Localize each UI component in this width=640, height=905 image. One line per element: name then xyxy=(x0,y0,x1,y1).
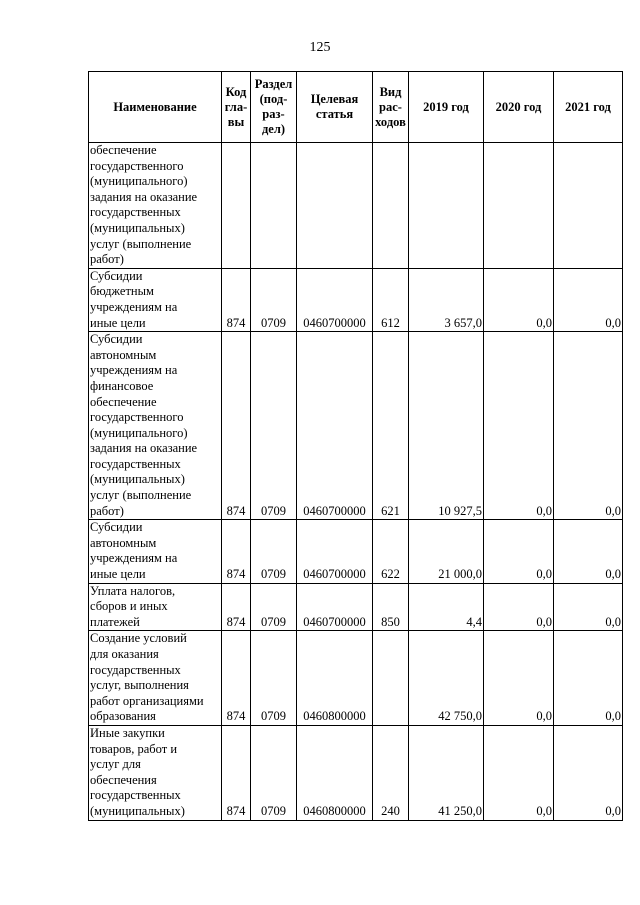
row-section: 0709 xyxy=(251,520,297,583)
row-section xyxy=(251,143,297,269)
row-type: 240 xyxy=(373,725,409,820)
row-2021: 0,0 xyxy=(554,268,623,331)
row-target: 0460800000 xyxy=(297,631,373,726)
table-row xyxy=(89,332,623,520)
header-row xyxy=(89,72,623,143)
row-2020: 0,0 xyxy=(484,268,554,331)
row-2021 xyxy=(554,143,623,269)
row-section: 0709 xyxy=(251,583,297,631)
row-type: 850 xyxy=(373,583,409,631)
row-name: Уплата налогов, сборов и иных платежей xyxy=(89,583,222,631)
row-name: Создание условий для оказания государственных услуг, выполнения работ организациями образования xyxy=(89,631,222,726)
row-section: 0709 xyxy=(251,332,297,520)
header-name: Наименование xyxy=(89,72,222,143)
table-row xyxy=(89,268,623,331)
table-row xyxy=(89,631,623,726)
table-row xyxy=(89,520,623,583)
row-type: 622 xyxy=(373,520,409,583)
row-code: 874 xyxy=(222,583,251,631)
row-type: 621 xyxy=(373,332,409,520)
budget-table xyxy=(88,71,623,821)
row-name: Субсидии автономным учреждениям на финансовое обеспечение государственного (муниципального) задания на оказание государственных (муниципальных) услуг (выполнение работ) xyxy=(89,332,222,520)
row-type: 612 xyxy=(373,268,409,331)
row-2021: 0,0 xyxy=(554,520,623,583)
header-section: Раздел (под- раз- дел) xyxy=(251,72,297,143)
row-code: 874 xyxy=(222,520,251,583)
row-2020: 0,0 xyxy=(484,583,554,631)
row-target xyxy=(297,143,373,269)
row-2021: 0,0 xyxy=(554,332,623,520)
row-section: 0709 xyxy=(251,268,297,331)
row-2020: 0,0 xyxy=(484,631,554,726)
row-2019: 10 927,5 xyxy=(409,332,484,520)
row-2020: 0,0 xyxy=(484,332,554,520)
row-code xyxy=(222,143,251,269)
row-2019: 3 657,0 xyxy=(409,268,484,331)
row-type xyxy=(373,143,409,269)
row-code: 874 xyxy=(222,631,251,726)
row-target: 0460700000 xyxy=(297,332,373,520)
table-row xyxy=(89,143,623,269)
row-2021: 0,0 xyxy=(554,583,623,631)
header-code: Код гла- вы xyxy=(222,72,251,143)
row-code: 874 xyxy=(222,332,251,520)
row-2019: 41 250,0 xyxy=(409,725,484,820)
row-name: Субсидии бюджетным учреждениям на иные цели xyxy=(89,268,222,331)
row-name: Иные закупки товаров, работ и услуг для обеспечения государственных (муниципальных) xyxy=(89,725,222,820)
header-type: Вид рас- ходов xyxy=(373,72,409,143)
row-section: 0709 xyxy=(251,631,297,726)
table-row xyxy=(89,725,623,820)
row-name: Субсидии автономным учреждениям на иные цели xyxy=(89,520,222,583)
row-2021: 0,0 xyxy=(554,631,623,726)
row-target: 0460700000 xyxy=(297,520,373,583)
row-section: 0709 xyxy=(251,725,297,820)
row-code: 874 xyxy=(222,725,251,820)
header-2019: 2019 год xyxy=(409,72,484,143)
row-target: 0460800000 xyxy=(297,725,373,820)
row-2019 xyxy=(409,143,484,269)
header-2021: 2021 год xyxy=(554,72,623,143)
row-2019: 42 750,0 xyxy=(409,631,484,726)
row-code: 874 xyxy=(222,268,251,331)
row-2019: 21 000,0 xyxy=(409,520,484,583)
row-name: обеспечение государственного (муниципального) задания на оказание государственных (муниципальных) услуг (выполнение работ) xyxy=(89,143,222,269)
row-target: 0460700000 xyxy=(297,583,373,631)
page-number: 125 xyxy=(309,40,331,55)
header-2020: 2020 год xyxy=(484,72,554,143)
row-2019: 4,4 xyxy=(409,583,484,631)
row-2020: 0,0 xyxy=(484,725,554,820)
table-row xyxy=(89,583,623,631)
row-target: 0460700000 xyxy=(297,268,373,331)
row-2020 xyxy=(484,143,554,269)
row-2021: 0,0 xyxy=(554,725,623,820)
header-target: Целевая статья xyxy=(297,72,373,143)
row-type xyxy=(373,631,409,726)
row-2020: 0,0 xyxy=(484,520,554,583)
